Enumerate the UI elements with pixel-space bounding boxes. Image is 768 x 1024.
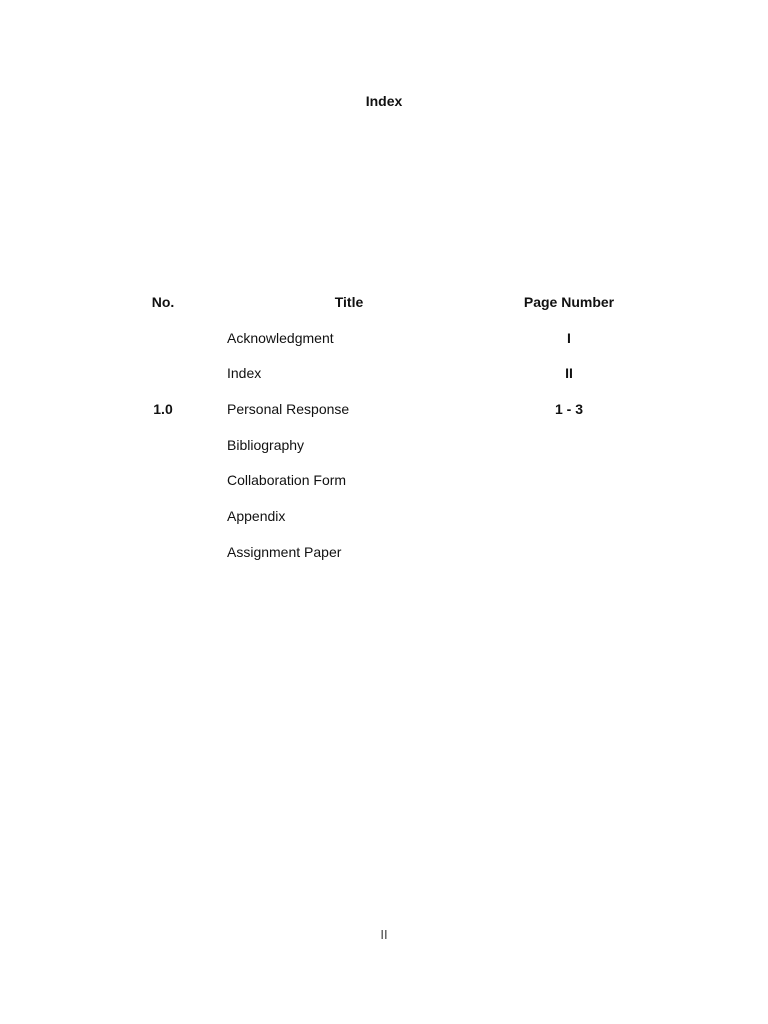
table-row bbox=[0, 430, 768, 466]
table-row bbox=[0, 537, 768, 573]
header-no: No. bbox=[151, 294, 175, 310]
header-title: Title bbox=[334, 294, 364, 310]
row-title: Acknowledgment bbox=[227, 329, 334, 346]
table-header-row bbox=[0, 287, 768, 323]
row-title: Bibliography bbox=[227, 436, 305, 453]
index-table bbox=[0, 287, 768, 573]
row-title: Assignment Paper bbox=[227, 543, 342, 560]
row-page-number: II bbox=[565, 365, 573, 382]
row-title: Index bbox=[227, 365, 262, 382]
table-row bbox=[0, 358, 768, 394]
table-row bbox=[0, 323, 768, 359]
header-page-number: Page Number bbox=[523, 294, 615, 310]
row-title: Collaboration Form bbox=[227, 472, 347, 489]
page-footer-number: II bbox=[380, 927, 388, 942]
table-row bbox=[0, 465, 768, 501]
table-row bbox=[0, 501, 768, 537]
row-no: 1.0 bbox=[153, 401, 173, 418]
row-title: Appendix bbox=[227, 508, 286, 525]
page-title: Index bbox=[365, 93, 403, 109]
row-page-number: I bbox=[567, 329, 571, 346]
row-title: Personal Response bbox=[227, 401, 350, 418]
row-page-number: 1 - 3 bbox=[554, 401, 583, 418]
table-row bbox=[0, 394, 768, 430]
